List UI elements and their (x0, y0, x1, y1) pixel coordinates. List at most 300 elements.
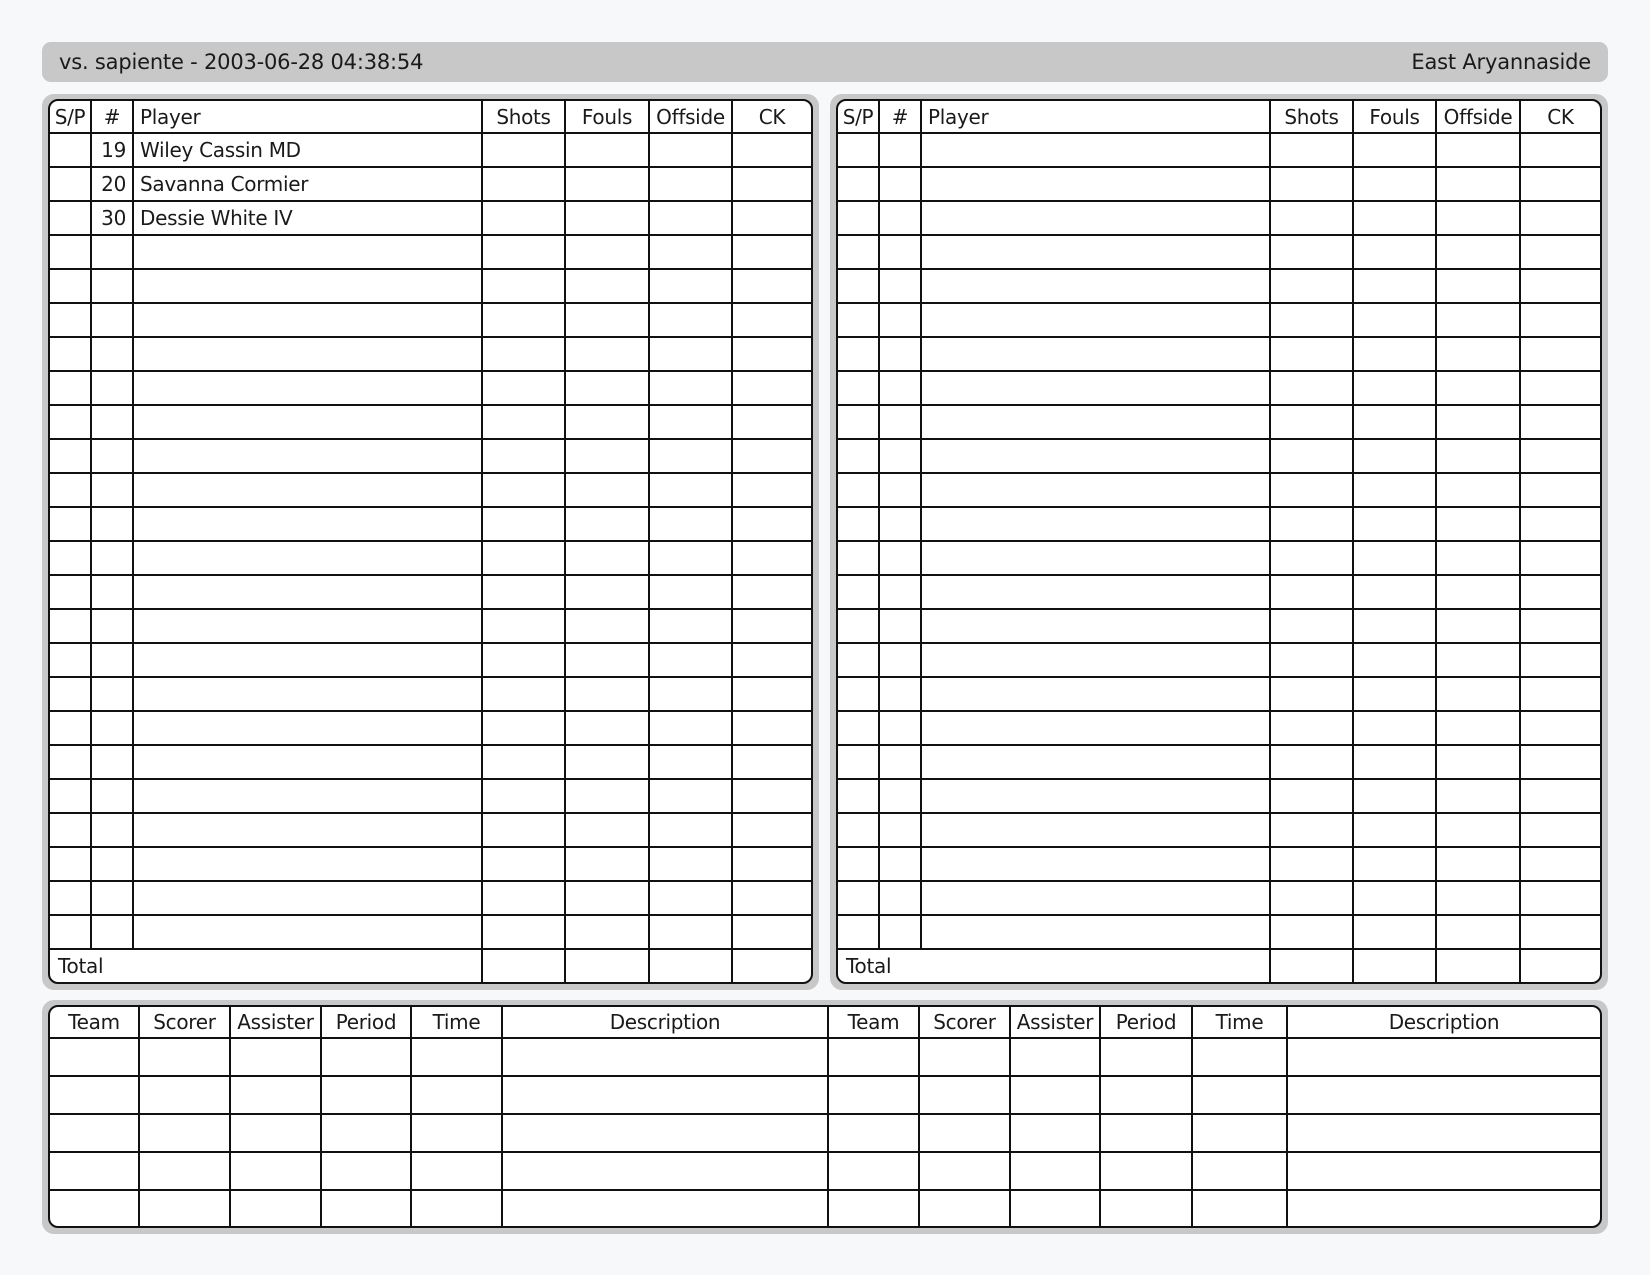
ck-cell[interactable] (1520, 405, 1600, 439)
number-cell[interactable] (879, 643, 921, 677)
ck-cell[interactable] (732, 813, 811, 847)
number-cell[interactable] (91, 405, 133, 439)
ck-cell[interactable] (732, 473, 811, 507)
shots-cell[interactable] (1270, 677, 1353, 711)
goal-team-cell[interactable] (828, 1114, 919, 1152)
goal-time-cell[interactable] (1192, 1076, 1287, 1114)
number-cell[interactable] (879, 201, 921, 235)
number-cell[interactable] (91, 745, 133, 779)
sp-cell[interactable] (50, 881, 91, 915)
shots-cell[interactable] (1270, 813, 1353, 847)
goal-assister-cell[interactable] (1010, 1076, 1100, 1114)
player-name-cell[interactable] (133, 439, 482, 473)
goal-team-cell[interactable] (50, 1038, 139, 1076)
goal-description-cell[interactable] (1287, 1114, 1600, 1152)
player-name-cell[interactable] (133, 643, 482, 677)
offside-cell[interactable] (1436, 915, 1520, 949)
offside-cell[interactable] (1436, 507, 1520, 541)
ck-cell[interactable] (732, 609, 811, 643)
shots-cell[interactable] (1270, 269, 1353, 303)
goal-time-cell[interactable] (1192, 1152, 1287, 1190)
goal-time-cell[interactable] (411, 1038, 502, 1076)
shots-cell[interactable] (482, 745, 565, 779)
ck-cell[interactable] (1520, 915, 1600, 949)
player-name-cell[interactable] (133, 609, 482, 643)
player-name-cell[interactable] (133, 881, 482, 915)
ck-cell[interactable] (732, 507, 811, 541)
fouls-cell[interactable] (565, 745, 649, 779)
number-cell[interactable] (91, 371, 133, 405)
player-name-cell[interactable] (921, 167, 1270, 201)
shots-cell[interactable] (482, 813, 565, 847)
player-name-cell[interactable] (921, 575, 1270, 609)
goal-description-cell[interactable] (1287, 1152, 1600, 1190)
fouls-cell[interactable] (565, 439, 649, 473)
goal-period-cell[interactable] (321, 1190, 411, 1227)
ck-cell[interactable] (1520, 541, 1600, 575)
sp-cell[interactable] (838, 711, 879, 745)
sp-cell[interactable] (838, 541, 879, 575)
player-name-cell[interactable] (921, 473, 1270, 507)
fouls-cell[interactable] (1353, 915, 1436, 949)
number-cell[interactable] (879, 847, 921, 881)
offside-cell[interactable] (649, 405, 732, 439)
fouls-cell[interactable] (1353, 133, 1436, 167)
player-name-cell[interactable] (133, 303, 482, 337)
shots-cell[interactable] (1270, 711, 1353, 745)
number-cell[interactable]: 30 (91, 201, 133, 235)
offside-cell[interactable] (649, 167, 732, 201)
ck-cell[interactable] (732, 847, 811, 881)
player-name-cell[interactable] (133, 235, 482, 269)
fouls-cell[interactable] (1353, 337, 1436, 371)
offside-cell[interactable] (649, 711, 732, 745)
fouls-cell[interactable] (1353, 371, 1436, 405)
total-fouls-cell[interactable] (565, 949, 649, 982)
fouls-cell[interactable] (565, 779, 649, 813)
sp-cell[interactable] (50, 201, 91, 235)
goal-assister-cell[interactable] (230, 1190, 321, 1227)
offside-cell[interactable] (649, 201, 732, 235)
fouls-cell[interactable] (1353, 779, 1436, 813)
number-cell[interactable] (879, 303, 921, 337)
player-name-cell[interactable] (921, 779, 1270, 813)
offside-cell[interactable] (649, 473, 732, 507)
ck-cell[interactable] (1520, 881, 1600, 915)
player-name-cell[interactable] (133, 507, 482, 541)
fouls-cell[interactable] (1353, 677, 1436, 711)
sp-cell[interactable] (50, 643, 91, 677)
sp-cell[interactable] (838, 473, 879, 507)
shots-cell[interactable] (1270, 745, 1353, 779)
ck-cell[interactable] (732, 201, 811, 235)
number-cell[interactable] (91, 575, 133, 609)
sp-cell[interactable] (50, 303, 91, 337)
fouls-cell[interactable] (1353, 541, 1436, 575)
goal-description-cell[interactable] (502, 1152, 828, 1190)
sp-cell[interactable] (50, 711, 91, 745)
fouls-cell[interactable] (565, 269, 649, 303)
offside-cell[interactable] (649, 337, 732, 371)
shots-cell[interactable] (482, 575, 565, 609)
offside-cell[interactable] (1436, 269, 1520, 303)
ck-cell[interactable] (1520, 745, 1600, 779)
goal-period-cell[interactable] (1100, 1076, 1192, 1114)
player-name-cell[interactable] (133, 711, 482, 745)
offside-cell[interactable] (1436, 711, 1520, 745)
number-cell[interactable] (91, 337, 133, 371)
sp-cell[interactable] (838, 745, 879, 779)
goal-period-cell[interactable] (321, 1076, 411, 1114)
shots-cell[interactable] (1270, 167, 1353, 201)
ck-cell[interactable] (732, 643, 811, 677)
shots-cell[interactable] (1270, 643, 1353, 677)
shots-cell[interactable] (482, 201, 565, 235)
ck-cell[interactable] (1520, 303, 1600, 337)
fouls-cell[interactable] (1353, 881, 1436, 915)
number-cell[interactable] (879, 371, 921, 405)
player-name-cell[interactable] (921, 405, 1270, 439)
shots-cell[interactable] (1270, 201, 1353, 235)
shots-cell[interactable] (1270, 507, 1353, 541)
goal-period-cell[interactable] (321, 1114, 411, 1152)
fouls-cell[interactable] (1353, 643, 1436, 677)
number-cell[interactable]: 19 (91, 133, 133, 167)
sp-cell[interactable] (50, 439, 91, 473)
fouls-cell[interactable] (565, 405, 649, 439)
shots-cell[interactable] (1270, 609, 1353, 643)
player-name-cell[interactable]: Savanna Cormier (133, 167, 482, 201)
offside-cell[interactable] (1436, 745, 1520, 779)
fouls-cell[interactable] (565, 303, 649, 337)
number-cell[interactable] (879, 167, 921, 201)
goal-description-cell[interactable] (502, 1114, 828, 1152)
number-cell[interactable] (879, 439, 921, 473)
goal-time-cell[interactable] (1192, 1114, 1287, 1152)
sp-cell[interactable] (50, 371, 91, 405)
sp-cell[interactable] (838, 507, 879, 541)
player-name-cell[interactable] (133, 269, 482, 303)
goal-scorer-cell[interactable] (139, 1038, 230, 1076)
player-name-cell[interactable] (133, 813, 482, 847)
goal-time-cell[interactable] (1192, 1190, 1287, 1227)
shots-cell[interactable] (1270, 439, 1353, 473)
shots-cell[interactable] (482, 235, 565, 269)
offside-cell[interactable] (649, 133, 732, 167)
fouls-cell[interactable] (565, 711, 649, 745)
offside-cell[interactable] (1436, 405, 1520, 439)
fouls-cell[interactable] (1353, 711, 1436, 745)
offside-cell[interactable] (649, 371, 732, 405)
goal-description-cell[interactable] (1287, 1038, 1600, 1076)
offside-cell[interactable] (649, 813, 732, 847)
sp-cell[interactable] (838, 915, 879, 949)
offside-cell[interactable] (1436, 779, 1520, 813)
fouls-cell[interactable] (1353, 575, 1436, 609)
offside-cell[interactable] (1436, 643, 1520, 677)
sp-cell[interactable] (50, 847, 91, 881)
sp-cell[interactable] (50, 677, 91, 711)
offside-cell[interactable] (1436, 813, 1520, 847)
player-name-cell[interactable] (133, 371, 482, 405)
sp-cell[interactable] (838, 575, 879, 609)
ck-cell[interactable] (732, 677, 811, 711)
shots-cell[interactable] (1270, 847, 1353, 881)
fouls-cell[interactable] (1353, 609, 1436, 643)
sp-cell[interactable] (50, 167, 91, 201)
ck-cell[interactable] (732, 235, 811, 269)
shots-cell[interactable] (482, 711, 565, 745)
number-cell[interactable] (879, 337, 921, 371)
fouls-cell[interactable] (565, 881, 649, 915)
offside-cell[interactable] (649, 269, 732, 303)
sp-cell[interactable] (838, 303, 879, 337)
number-cell[interactable] (879, 711, 921, 745)
number-cell[interactable] (879, 677, 921, 711)
shots-cell[interactable] (482, 881, 565, 915)
ck-cell[interactable] (732, 711, 811, 745)
player-name-cell[interactable] (921, 643, 1270, 677)
sp-cell[interactable] (50, 779, 91, 813)
offside-cell[interactable] (649, 677, 732, 711)
goal-time-cell[interactable] (411, 1114, 502, 1152)
fouls-cell[interactable] (565, 643, 649, 677)
sp-cell[interactable] (50, 609, 91, 643)
total-shots-cell[interactable] (482, 949, 565, 982)
ck-cell[interactable] (732, 269, 811, 303)
player-name-cell[interactable] (921, 201, 1270, 235)
shots-cell[interactable] (1270, 575, 1353, 609)
goal-scorer-cell[interactable] (139, 1076, 230, 1114)
goal-description-cell[interactable] (502, 1076, 828, 1114)
ck-cell[interactable] (732, 439, 811, 473)
shots-cell[interactable] (1270, 881, 1353, 915)
number-cell[interactable]: 20 (91, 167, 133, 201)
ck-cell[interactable] (1520, 439, 1600, 473)
total-ck-cell[interactable] (732, 949, 811, 982)
ck-cell[interactable] (1520, 813, 1600, 847)
fouls-cell[interactable] (1353, 847, 1436, 881)
ck-cell[interactable] (1520, 201, 1600, 235)
number-cell[interactable] (91, 541, 133, 575)
goal-scorer-cell[interactable] (919, 1114, 1010, 1152)
shots-cell[interactable] (482, 371, 565, 405)
goal-time-cell[interactable] (411, 1152, 502, 1190)
offside-cell[interactable] (649, 643, 732, 677)
number-cell[interactable] (91, 779, 133, 813)
shots-cell[interactable] (1270, 541, 1353, 575)
number-cell[interactable] (91, 915, 133, 949)
shots-cell[interactable] (482, 609, 565, 643)
ck-cell[interactable] (1520, 507, 1600, 541)
shots-cell[interactable] (482, 643, 565, 677)
goal-team-cell[interactable] (828, 1038, 919, 1076)
number-cell[interactable] (91, 711, 133, 745)
offside-cell[interactable] (1436, 201, 1520, 235)
number-cell[interactable] (879, 473, 921, 507)
goal-scorer-cell[interactable] (139, 1114, 230, 1152)
player-name-cell[interactable] (133, 541, 482, 575)
fouls-cell[interactable] (565, 201, 649, 235)
total-offside-cell[interactable] (1436, 949, 1520, 982)
ck-cell[interactable] (732, 575, 811, 609)
number-cell[interactable] (879, 575, 921, 609)
offside-cell[interactable] (1436, 337, 1520, 371)
shots-cell[interactable] (482, 269, 565, 303)
sp-cell[interactable] (838, 643, 879, 677)
offside-cell[interactable] (649, 575, 732, 609)
ck-cell[interactable] (1520, 711, 1600, 745)
goal-assister-cell[interactable] (230, 1114, 321, 1152)
sp-cell[interactable] (50, 473, 91, 507)
offside-cell[interactable] (649, 745, 732, 779)
goal-description-cell[interactable] (502, 1038, 828, 1076)
player-name-cell[interactable] (921, 337, 1270, 371)
player-name-cell[interactable] (921, 881, 1270, 915)
fouls-cell[interactable] (565, 337, 649, 371)
player-name-cell[interactable] (921, 711, 1270, 745)
offside-cell[interactable] (1436, 881, 1520, 915)
goal-team-cell[interactable] (50, 1152, 139, 1190)
ck-cell[interactable] (732, 405, 811, 439)
goal-team-cell[interactable] (50, 1076, 139, 1114)
number-cell[interactable] (91, 881, 133, 915)
offside-cell[interactable] (1436, 575, 1520, 609)
player-name-cell[interactable] (133, 337, 482, 371)
number-cell[interactable] (91, 677, 133, 711)
player-name-cell[interactable] (133, 473, 482, 507)
sp-cell[interactable] (838, 677, 879, 711)
sp-cell[interactable] (50, 235, 91, 269)
number-cell[interactable] (879, 507, 921, 541)
shots-cell[interactable] (482, 337, 565, 371)
shots-cell[interactable] (1270, 133, 1353, 167)
shots-cell[interactable] (1270, 303, 1353, 337)
shots-cell[interactable] (1270, 779, 1353, 813)
fouls-cell[interactable] (565, 235, 649, 269)
goal-scorer-cell[interactable] (919, 1038, 1010, 1076)
offside-cell[interactable] (649, 541, 732, 575)
offside-cell[interactable] (1436, 167, 1520, 201)
player-name-cell[interactable] (921, 269, 1270, 303)
goal-assister-cell[interactable] (1010, 1114, 1100, 1152)
player-name-cell[interactable] (921, 507, 1270, 541)
fouls-cell[interactable] (565, 915, 649, 949)
fouls-cell[interactable] (565, 813, 649, 847)
sp-cell[interactable] (838, 779, 879, 813)
sp-cell[interactable] (838, 813, 879, 847)
shots-cell[interactable] (482, 779, 565, 813)
player-name-cell[interactable] (921, 439, 1270, 473)
fouls-cell[interactable] (1353, 745, 1436, 779)
player-name-cell[interactable] (921, 609, 1270, 643)
fouls-cell[interactable] (1353, 507, 1436, 541)
number-cell[interactable] (91, 609, 133, 643)
goal-period-cell[interactable] (321, 1038, 411, 1076)
offside-cell[interactable] (1436, 473, 1520, 507)
player-name-cell[interactable] (133, 847, 482, 881)
ck-cell[interactable] (732, 915, 811, 949)
offside-cell[interactable] (649, 235, 732, 269)
player-name-cell[interactable] (921, 541, 1270, 575)
player-name-cell[interactable] (921, 745, 1270, 779)
sp-cell[interactable] (838, 609, 879, 643)
goal-description-cell[interactable] (1287, 1190, 1600, 1227)
sp-cell[interactable] (838, 201, 879, 235)
shots-cell[interactable] (1270, 337, 1353, 371)
shots-cell[interactable] (482, 303, 565, 337)
shots-cell[interactable] (482, 507, 565, 541)
number-cell[interactable] (879, 405, 921, 439)
sp-cell[interactable] (838, 881, 879, 915)
total-offside-cell[interactable] (649, 949, 732, 982)
goal-assister-cell[interactable] (1010, 1190, 1100, 1227)
sp-cell[interactable] (838, 337, 879, 371)
ck-cell[interactable] (1520, 167, 1600, 201)
offside-cell[interactable] (1436, 541, 1520, 575)
goal-description-cell[interactable] (1287, 1076, 1600, 1114)
fouls-cell[interactable] (1353, 201, 1436, 235)
sp-cell[interactable] (50, 405, 91, 439)
fouls-cell[interactable] (1353, 473, 1436, 507)
player-name-cell[interactable] (133, 677, 482, 711)
offside-cell[interactable] (649, 303, 732, 337)
player-name-cell[interactable] (921, 133, 1270, 167)
offside-cell[interactable] (649, 881, 732, 915)
shots-cell[interactable] (1270, 915, 1353, 949)
fouls-cell[interactable] (565, 507, 649, 541)
player-name-cell[interactable]: Wiley Cassin MD (133, 133, 482, 167)
offside-cell[interactable] (649, 507, 732, 541)
player-name-cell[interactable] (133, 915, 482, 949)
number-cell[interactable] (91, 507, 133, 541)
number-cell[interactable] (91, 303, 133, 337)
player-name-cell[interactable] (921, 813, 1270, 847)
shots-cell[interactable] (482, 439, 565, 473)
sp-cell[interactable] (838, 269, 879, 303)
ck-cell[interactable] (732, 337, 811, 371)
sp-cell[interactable] (838, 439, 879, 473)
ck-cell[interactable] (1520, 337, 1600, 371)
goal-assister-cell[interactable] (1010, 1152, 1100, 1190)
ck-cell[interactable] (732, 167, 811, 201)
offside-cell[interactable] (649, 915, 732, 949)
goal-team-cell[interactable] (828, 1152, 919, 1190)
number-cell[interactable] (91, 473, 133, 507)
player-name-cell[interactable] (921, 915, 1270, 949)
shots-cell[interactable] (482, 473, 565, 507)
sp-cell[interactable] (838, 133, 879, 167)
shots-cell[interactable] (482, 915, 565, 949)
shots-cell[interactable] (1270, 405, 1353, 439)
fouls-cell[interactable] (565, 371, 649, 405)
goal-assister-cell[interactable] (230, 1038, 321, 1076)
shots-cell[interactable] (1270, 473, 1353, 507)
total-ck-cell[interactable] (1520, 949, 1600, 982)
number-cell[interactable] (91, 847, 133, 881)
player-name-cell[interactable] (921, 371, 1270, 405)
number-cell[interactable] (879, 133, 921, 167)
ck-cell[interactable] (1520, 269, 1600, 303)
shots-cell[interactable] (482, 847, 565, 881)
offside-cell[interactable] (1436, 609, 1520, 643)
offside-cell[interactable] (1436, 133, 1520, 167)
goal-period-cell[interactable] (1100, 1038, 1192, 1076)
offside-cell[interactable] (1436, 235, 1520, 269)
fouls-cell[interactable] (1353, 405, 1436, 439)
shots-cell[interactable] (482, 133, 565, 167)
goal-period-cell[interactable] (321, 1152, 411, 1190)
